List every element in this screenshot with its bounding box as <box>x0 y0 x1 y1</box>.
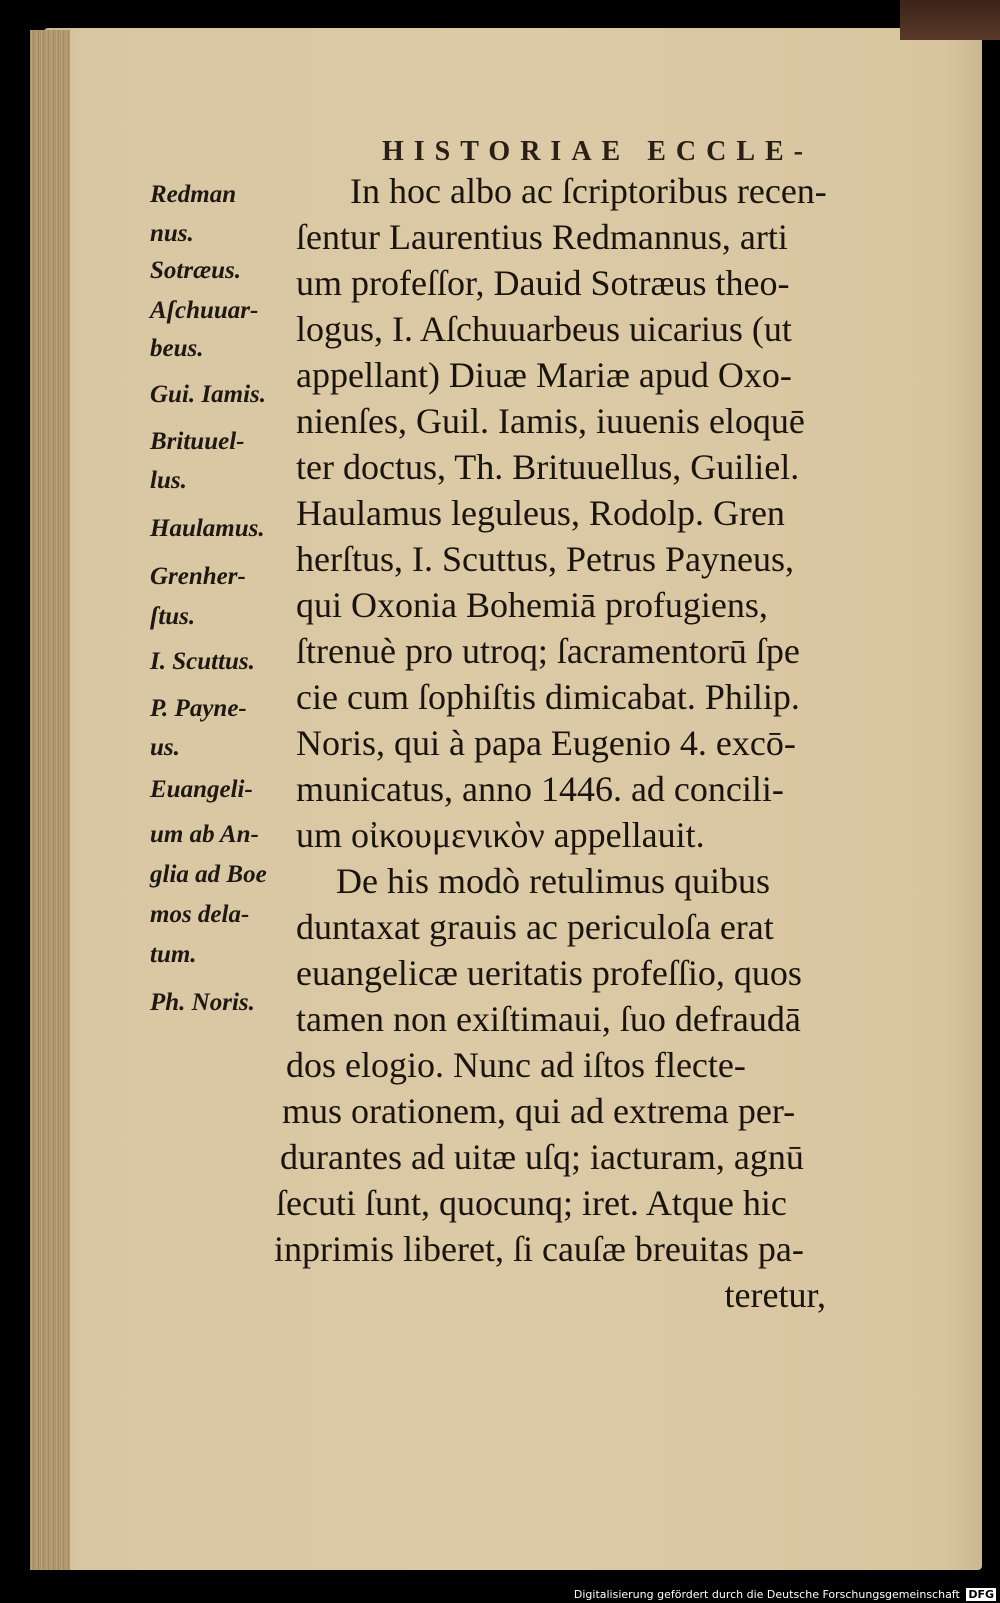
margin-note: Aſchuuar- <box>150 297 259 324</box>
text-line: ter doctus, Th. Brituuellus, Guiliel. <box>296 447 800 487</box>
margin-note: Ph. Noris. <box>150 989 255 1016</box>
text-line: Haulamus leguleus, Rodolp. Gren <box>296 493 785 533</box>
text-line: mus orationem, qui ad extrema per- <box>282 1091 796 1131</box>
text-line: herſtus, I. Scuttus, Petrus Payneus, <box>296 539 794 579</box>
text-line: durantes ad uitæ uſq; iacturam, agnū <box>280 1137 804 1177</box>
margin-note: um ab An- <box>150 821 259 848</box>
margin-note: Redman <box>150 181 237 208</box>
text-line: ſecuti ſunt, quocunq; iret. Atque hic <box>276 1183 787 1223</box>
text-line: municatus, anno 1446. ad concili- <box>296 769 784 809</box>
margin-note: nus. <box>150 220 194 247</box>
margin-note: mos dela- <box>150 901 250 928</box>
catchword: teretur, <box>724 1275 826 1315</box>
margin-note: lus. <box>150 467 187 494</box>
body-text <box>274 168 916 1318</box>
text-line: logus, I. Aſchuuarbeus uicarius (ut <box>296 309 792 349</box>
text-line: euangelicæ ueritatis profeſſio, quos <box>296 953 802 993</box>
margin-note: Brituuel- <box>150 428 245 455</box>
digitization-footer <box>574 1588 996 1601</box>
footer-text: Digitalisierung gefördert durch die Deutsche Forschungsgemeinschaft <box>573 1588 960 1601</box>
text-line: De his modò retulimus quibus <box>336 861 770 901</box>
margin-note: tum. <box>150 941 197 968</box>
margin-note: glia ad Boe <box>150 861 267 888</box>
text-line: ſentur Laurentius Redmannus, arti <box>296 217 788 257</box>
text-line: dos elogio. Nunc ad iſtos flecte- <box>286 1045 746 1085</box>
text-line: um profeſſor, Dauid Sotræus theo- <box>296 263 790 303</box>
text-line: Noris, qui à papa Eugenio 4. excō- <box>296 723 796 763</box>
margin-note: ſtus. <box>150 603 196 630</box>
page-corner-shadow <box>900 0 1000 40</box>
margin-note: Sotræus. <box>150 257 242 284</box>
margin-note: us. <box>150 734 180 761</box>
text-line: inprimis liberet, ſi cauſæ breuitas pa- <box>274 1229 804 1269</box>
text-line: qui Oxonia Bohemiā profugiens, <box>296 585 768 625</box>
margin-note: P. Payne- <box>150 695 247 722</box>
margin-note: beus. <box>150 335 204 362</box>
text-line: In hoc albo ac ſcriptoribus recen- <box>350 171 827 211</box>
running-head: HISTORIAE ECCLE- <box>382 136 814 167</box>
text-line: ſtrenuè pro utroq; ſacramentorū ſpe <box>296 631 800 671</box>
text-line: duntaxat grauis ac periculoſa erat <box>296 907 774 947</box>
text-line: um οἰκουμενικὸν appellauit. <box>296 815 705 855</box>
margin-note: Haulamus. <box>150 515 265 542</box>
margin-note: Grenher- <box>150 563 246 590</box>
margin-note: Gui. Iamis. <box>150 381 267 408</box>
page-edge-stack <box>30 30 70 1570</box>
text-line: tamen non exiſtimaui, ſuo defraudā <box>296 999 801 1039</box>
margin-notes <box>150 172 300 1031</box>
dfg-logo: DFG <box>968 1588 994 1601</box>
margin-note: Euangeli- <box>150 776 253 803</box>
text-line: appellant) Diuæ Mariæ apud Oxo- <box>296 355 792 395</box>
text-line: nienſes, Guil. Iamis, iuuenis eloquē <box>296 401 805 441</box>
margin-note: I. Scuttus. <box>150 648 255 675</box>
text-line: cie cum ſophiſtis dimicabat. Philip. <box>296 677 800 717</box>
